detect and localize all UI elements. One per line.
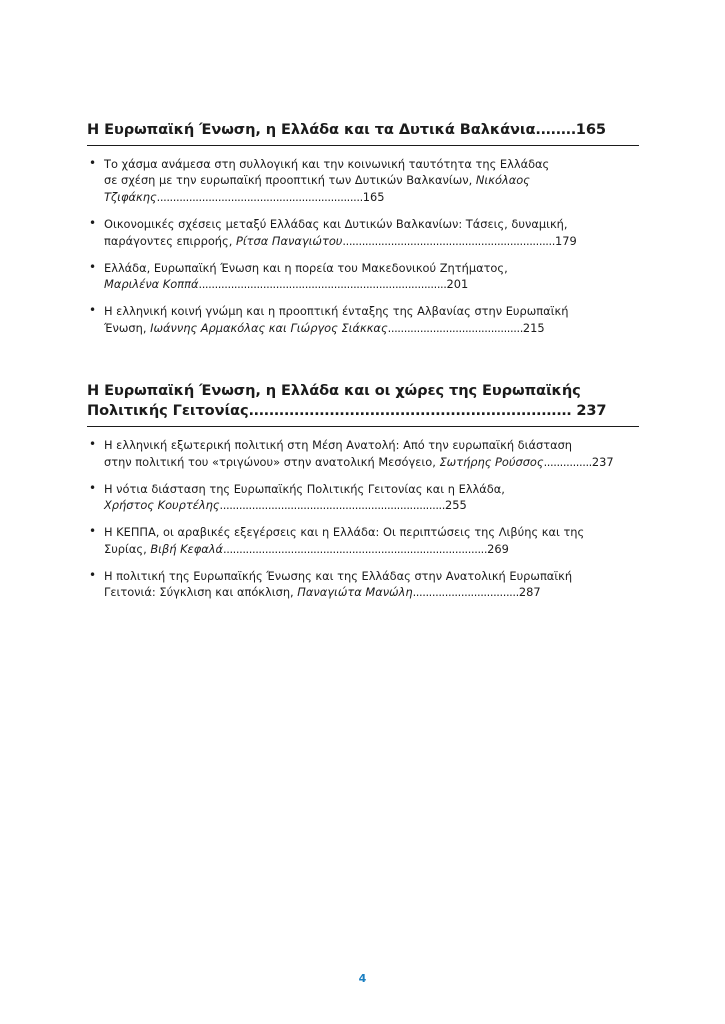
list-item bbox=[87, 568, 639, 602]
section-title-line-1: Η Ευρωπαϊκή Ένωση, η Ελλάδα και οι χώρες της Ευρωπαϊκής bbox=[87, 381, 581, 399]
entry-author: Σωτήρης Ρούσσος bbox=[439, 454, 544, 469]
list-item bbox=[87, 524, 639, 558]
entry-page-number: 269 bbox=[487, 541, 509, 556]
entry-author: Βιβή Κεφαλά bbox=[150, 541, 223, 556]
entry-leader: .................................................................................. bbox=[223, 541, 488, 556]
entry-page-number: 287 bbox=[518, 585, 541, 600]
list-item bbox=[87, 303, 639, 337]
list-item bbox=[87, 481, 639, 515]
entry-title-line-2: παράγοντες επιρροής, bbox=[104, 233, 236, 248]
entry-title-line-2: Ένωση, bbox=[104, 320, 151, 335]
list-item bbox=[87, 260, 639, 294]
entry-page-number: 237 bbox=[591, 454, 614, 469]
entry-list bbox=[87, 156, 639, 337]
entry-title-line-1: • Η ΚΕΠΠΑ, οι αραβικές εξεγέρσεις και η Ελλάδα: Οι περιπτώσεις της Λιβύης και της bbox=[104, 525, 585, 540]
entry-author: Παναγιώτα Μανώλη bbox=[297, 585, 413, 600]
entry-page-number: 201 bbox=[446, 277, 469, 292]
entry-leader: ............... bbox=[543, 454, 592, 469]
entry-leader: .................................................................. bbox=[342, 233, 555, 248]
entry-title-line-2: σε σχέση με την ευρωπαϊκή προοπτική των Δυτικών Βαλκανίων, bbox=[104, 173, 473, 188]
entry-title-line-1: • Οικονομικές σχέσεις μεταξύ Ελλάδας και Δυτικών Βαλκανίων: Τάσεις, δυναμική, bbox=[104, 217, 568, 232]
page-folio: 4 bbox=[358, 972, 367, 985]
entry-title-line-1: • Η ελληνική κοινή γνώμη και η προοπτική ένταξης της Αλβανίας στην Ευρωπαϊκή bbox=[104, 304, 569, 319]
section-divider bbox=[87, 145, 639, 146]
entry-leader: ...................................................................... bbox=[219, 498, 445, 513]
entry-list bbox=[87, 437, 639, 601]
entry-leader: ................................................................ bbox=[156, 190, 363, 205]
table-of-contents bbox=[87, 120, 639, 611]
entry-title-line-1: • Ελλάδα, Ευρωπαϊκή Ένωση και η πορεία του Μακεδονικού Ζητήματος, bbox=[104, 260, 508, 275]
entry-page-number: 179 bbox=[554, 233, 577, 248]
toc-section-neighbourhood-policy bbox=[87, 381, 639, 602]
entry-title-line-2: στην πολιτική του «τριγώνου» στην ανατολική Μεσόγειο, bbox=[104, 454, 440, 469]
entry-title-line-1: • Η πολιτική της Ευρωπαϊκής Ένωσης και της Ελλάδας στην Ανατολική Ευρωπαϊκή bbox=[104, 568, 573, 583]
entry-author: Ρίτσα Παναγιώτου bbox=[235, 233, 343, 248]
entry-page-number: 215 bbox=[522, 320, 545, 335]
section-title-line-2: Πολιτικής Γειτονίας bbox=[87, 402, 249, 420]
list-item bbox=[87, 437, 639, 471]
section-leader: ........ bbox=[535, 121, 576, 138]
entry-page-number: 165 bbox=[362, 190, 385, 205]
entry-author: Μαριλένα Κοππά bbox=[104, 277, 199, 292]
entry-leader: ................................. bbox=[412, 585, 519, 600]
entry-title-line-1: • Η ελληνική εξωτερική πολιτική στη Μέση Ανατολή: Από την ευρωπαϊκή διάσταση bbox=[104, 438, 573, 453]
section-heading bbox=[87, 120, 639, 141]
entry-title-line-1: • Η νότια διάσταση της Ευρωπαϊκής Πολιτικής Γειτονίας και η Ελλάδα, bbox=[104, 481, 505, 496]
entry-leader: .......................................... bbox=[387, 320, 523, 335]
section-page-number: 165 bbox=[575, 121, 606, 138]
entry-leader: ............................................................................. bbox=[198, 277, 447, 292]
entry-author: Χρήστος Κουρτέλης bbox=[104, 498, 220, 513]
entry-page-number: 255 bbox=[445, 498, 467, 513]
toc-section-western-balkans bbox=[87, 120, 639, 337]
entry-title-line-2: Γειτονιά: Σύγκλιση και απόκλιση, bbox=[104, 585, 298, 600]
list-item bbox=[87, 216, 639, 250]
entry-title-line-1: • Το χάσμα ανάμεσα στη συλλογική και την κοινωνική ταυτότητα της Ελλάδας bbox=[104, 156, 550, 171]
entry-title-line-2: Συρίας, bbox=[104, 541, 151, 556]
list-item bbox=[87, 156, 639, 206]
section-page-number: 237 bbox=[576, 402, 607, 420]
section-title: Η Ευρωπαϊκή Ένωση, η Ελλάδα και τα Δυτικά Βαλκάνια bbox=[87, 121, 536, 138]
section-divider bbox=[87, 426, 639, 427]
entry-author: Νικόλαος Τζιφάκης bbox=[104, 173, 530, 205]
entry-author: Ιωάννης Αρμακόλας και Γιώργος Σιάκκας bbox=[150, 320, 388, 335]
section-heading bbox=[87, 381, 639, 422]
section-leader: ................................................................ bbox=[248, 402, 572, 420]
